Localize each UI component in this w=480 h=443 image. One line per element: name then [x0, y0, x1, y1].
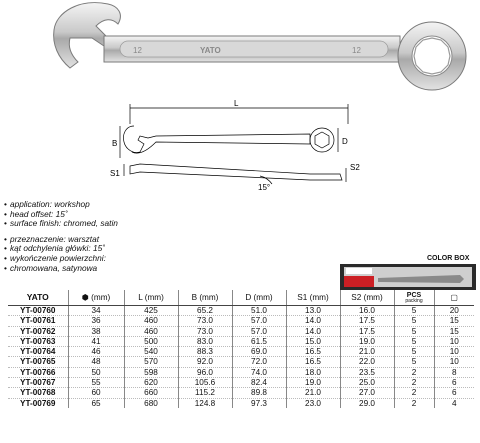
pcs-value-cell: 5: [394, 357, 434, 367]
box-qty-cell: 15: [434, 326, 474, 336]
table-row: [8, 367, 474, 377]
b-value-cell: 83.0: [178, 336, 232, 346]
catalog-number-cell: YT-00768: [8, 388, 68, 398]
b-value-cell: 124.8: [178, 398, 232, 408]
box-qty-cell: 4: [434, 398, 474, 408]
pcs-label: PCS: [406, 291, 422, 299]
catalog-number-cell: YT-00765: [8, 357, 68, 367]
table-row: [8, 326, 474, 336]
spec-item: • head offset: 15˚: [4, 210, 304, 220]
left-size-mark: 12: [133, 46, 142, 55]
length-cell: 540: [124, 347, 178, 357]
s1-value-cell: 16.5: [286, 357, 340, 367]
d-value-cell: 69.0: [232, 347, 286, 357]
pcs-value-cell: 2: [394, 398, 434, 408]
s1-value-cell: 19.0: [286, 378, 340, 388]
d-value-cell: 72.0: [232, 357, 286, 367]
catalog-number-cell: YT-00761: [8, 316, 68, 326]
size-header: [68, 290, 124, 306]
s1-value-cell: 14.0: [286, 326, 340, 336]
size-cell: 65: [68, 398, 124, 408]
label-angle: 15°: [258, 183, 271, 192]
length-cell: 620: [124, 378, 178, 388]
pcs-value-cell: 5: [394, 326, 434, 336]
pcs-value-cell: 5: [394, 316, 434, 326]
b-value-cell: 88.3: [178, 347, 232, 357]
s1-value-cell: 15.0: [286, 336, 340, 346]
d-value-cell: 74.0: [232, 367, 286, 377]
table-row: [8, 316, 474, 326]
pcs-value-cell: 2: [394, 388, 434, 398]
catalog-number-cell: YT-00767: [8, 378, 68, 388]
d-value-cell: 57.0: [232, 316, 286, 326]
size-cell: 38: [68, 326, 124, 336]
catalog-number-cell: YT-00769: [8, 398, 68, 408]
spec-item: • application: workshop: [4, 200, 304, 210]
box-qty-cell: 15: [434, 316, 474, 326]
catalog-number-cell: YT-00760: [8, 306, 68, 316]
d-value-cell: 89.8: [232, 388, 286, 398]
box-qty-cell: 6: [434, 388, 474, 398]
box-qty-cell: 10: [434, 336, 474, 346]
length-cell: 500: [124, 336, 178, 346]
spec-item: • wykończenie powierzchni:: [4, 254, 304, 264]
s2-value-cell: 25.0: [340, 378, 394, 388]
specifications: [4, 200, 304, 279]
length-cell: 598: [124, 367, 178, 377]
s1-value-cell: 13.0: [286, 306, 340, 316]
pcs-header: [394, 290, 434, 306]
d-value-cell: 97.3: [232, 398, 286, 408]
s2-value-cell: 23.5: [340, 367, 394, 377]
table-body: [8, 306, 474, 408]
b-value-cell: 105.6: [178, 378, 232, 388]
b-value-cell: 96.0: [178, 367, 232, 377]
s2-header: S2 (mm): [340, 290, 394, 306]
size-cell: 48: [68, 357, 124, 367]
d-header: D (mm): [232, 290, 286, 306]
s1-value-cell: 14.0: [286, 316, 340, 326]
wrench-photo: [0, 0, 480, 96]
product-table: [8, 290, 474, 408]
b-header: B (mm): [178, 290, 232, 306]
catalog-number-cell: YT-00764: [8, 347, 68, 357]
s2-value-cell: 17.5: [340, 316, 394, 326]
dimension-drawing: [110, 96, 380, 192]
table-row: [8, 388, 474, 398]
size-cell: 41: [68, 336, 124, 346]
box-qty-cell: 6: [434, 378, 474, 388]
spec-item: • chromowana, satynowa: [4, 264, 304, 274]
box-qty-cell: 10: [434, 347, 474, 357]
pcs-value-cell: 2: [394, 367, 434, 377]
label-S2: S2: [350, 163, 360, 172]
label-B: B: [112, 139, 118, 148]
hex-socket-icon: ⬢: [81, 293, 89, 302]
length-cell: 460: [124, 316, 178, 326]
length-cell: 460: [124, 326, 178, 336]
length-cell: 570: [124, 357, 178, 367]
pcs-value-cell: 5: [394, 336, 434, 346]
specs-polish: [4, 235, 304, 273]
specs-english: [4, 200, 304, 229]
length-header: L (mm): [124, 290, 178, 306]
label-S1: S1: [110, 169, 120, 178]
catalog-number-cell: YT-00763: [8, 336, 68, 346]
pcs-value-cell: 2: [394, 378, 434, 388]
s2-value-cell: 21.0: [340, 347, 394, 357]
pcs-value-cell: 5: [394, 347, 434, 357]
b-value-cell: 73.0: [178, 316, 232, 326]
size-cell: 55: [68, 378, 124, 388]
b-value-cell: 115.2: [178, 388, 232, 398]
table-row: [8, 306, 474, 316]
spec-item: • kąt odchylenia główki: 15˚: [4, 244, 304, 254]
box-qty-cell: 8: [434, 367, 474, 377]
color-box-label: COLOR BOX: [427, 255, 470, 262]
table-row: [8, 336, 474, 346]
length-cell: 425: [124, 306, 178, 316]
d-value-cell: 57.0: [232, 326, 286, 336]
b-value-cell: 92.0: [178, 357, 232, 367]
color-box-image: [340, 262, 476, 292]
length-cell: 680: [124, 398, 178, 408]
size-cell: 34: [68, 306, 124, 316]
b-value-cell: 65.2: [178, 306, 232, 316]
s1-value-cell: 16.5: [286, 347, 340, 357]
spec-item: • surface finish: chromed, satin: [4, 219, 304, 229]
s1-value-cell: 18.0: [286, 367, 340, 377]
brand-mark: YATO: [200, 46, 221, 55]
size-cell: 50: [68, 367, 124, 377]
box-icon: ▢: [450, 293, 459, 302]
s2-value-cell: 29.0: [340, 398, 394, 408]
catalog-number-cell: YT-00762: [8, 326, 68, 336]
packing-label: packing: [405, 297, 423, 304]
size-cell: 46: [68, 347, 124, 357]
size-header-unit: (mm): [91, 293, 111, 302]
size-cell: 60: [68, 388, 124, 398]
label-D: D: [342, 137, 348, 146]
table-row: [8, 347, 474, 357]
right-size-mark: 12: [352, 46, 361, 55]
table-row: [8, 357, 474, 367]
s1-value-cell: 23.0: [286, 398, 340, 408]
table-row: [8, 378, 474, 388]
s2-value-cell: 19.0: [340, 336, 394, 346]
table-row: [8, 398, 474, 408]
pcs-value-cell: 5: [394, 306, 434, 316]
s2-value-cell: 16.0: [340, 306, 394, 316]
s1-value-cell: 21.0: [286, 388, 340, 398]
catalog-number-cell: YT-00766: [8, 367, 68, 377]
box-header: [434, 290, 474, 306]
s2-value-cell: 22.0: [340, 357, 394, 367]
table-header-row: [8, 290, 474, 306]
box-qty-cell: 10: [434, 357, 474, 367]
size-cell: 36: [68, 316, 124, 326]
b-value-cell: 73.0: [178, 326, 232, 336]
length-cell: 660: [124, 388, 178, 398]
d-value-cell: 51.0: [232, 306, 286, 316]
spec-item: • przeznaczenie: warsztat: [4, 235, 304, 245]
d-value-cell: 61.5: [232, 336, 286, 346]
box-qty-cell: 20: [434, 306, 474, 316]
s1-header: S1 (mm): [286, 290, 340, 306]
brand-header: YATO: [8, 290, 68, 306]
s2-value-cell: 27.0: [340, 388, 394, 398]
d-value-cell: 82.4: [232, 378, 286, 388]
label-L: L: [234, 99, 239, 108]
s2-value-cell: 17.5: [340, 326, 394, 336]
